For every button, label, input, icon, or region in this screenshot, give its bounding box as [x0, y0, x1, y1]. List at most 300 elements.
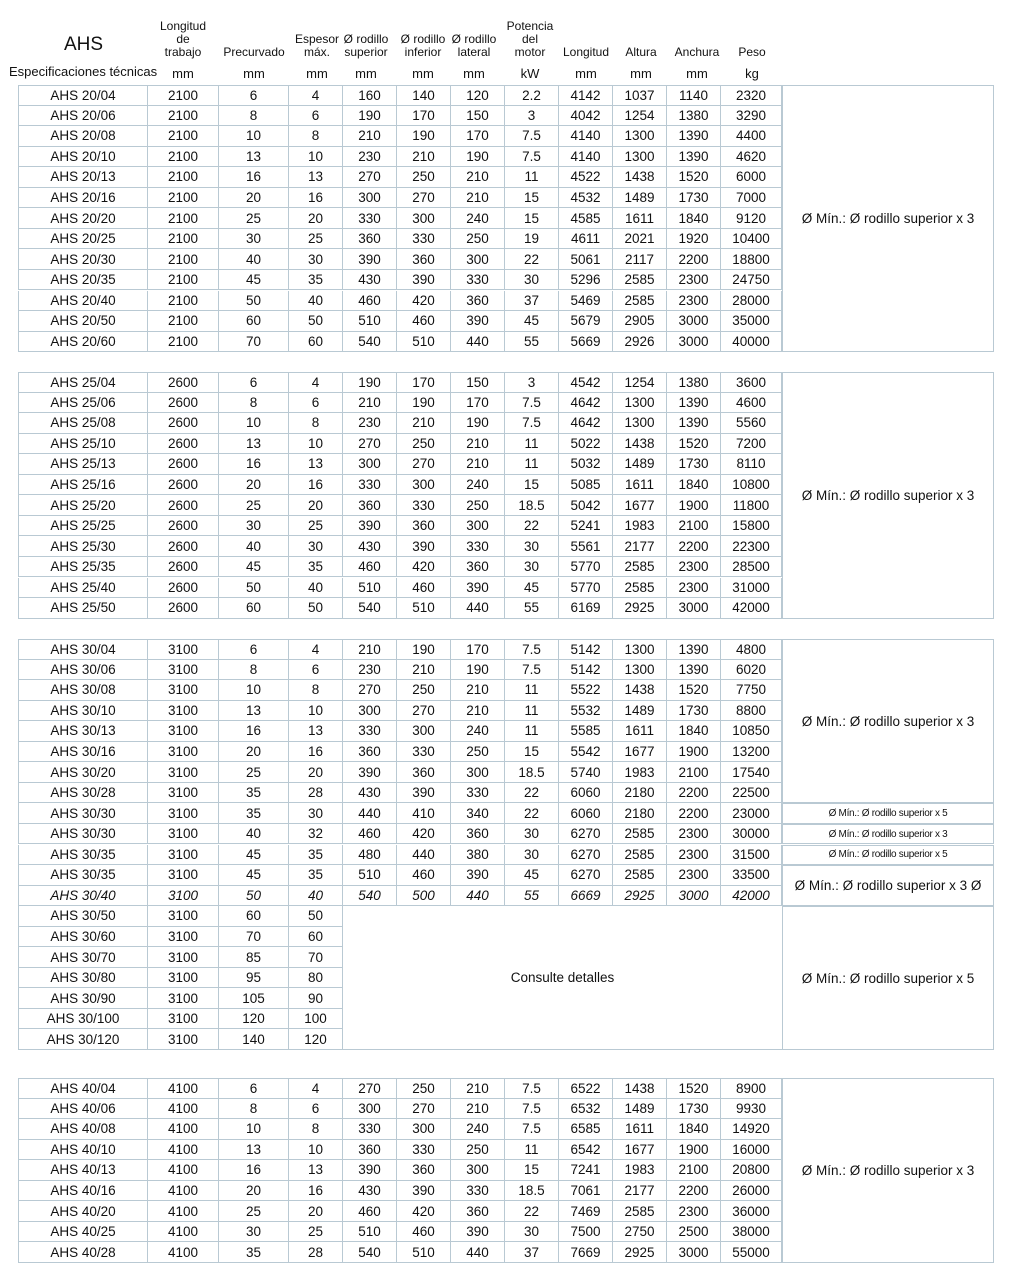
column-header-label: Longitud de trabajo — [159, 19, 207, 59]
value-cell: 25 — [289, 1222, 343, 1243]
value-cell: 5022 — [559, 434, 613, 455]
value-cell: 6060 — [559, 783, 613, 804]
value-cell: 540 — [343, 332, 397, 353]
value-cell: 210 — [343, 639, 397, 660]
value-cell: 1677 — [613, 495, 667, 516]
value-cell: 300 — [397, 475, 451, 496]
value-cell: 2585 — [613, 1201, 667, 1222]
value-cell: 13 — [219, 147, 289, 168]
value-cell: 45 — [219, 865, 289, 886]
value-cell: 2100 — [148, 291, 219, 312]
value-cell: 3100 — [148, 721, 219, 742]
value-cell: 2585 — [613, 824, 667, 845]
value-cell: 5585 — [559, 721, 613, 742]
value-cell: 460 — [343, 1201, 397, 1222]
value-cell: 440 — [343, 803, 397, 824]
value-cell: 2585 — [613, 865, 667, 886]
value-cell: 460 — [397, 865, 451, 886]
value-cell: 2905 — [613, 311, 667, 332]
min-diameter-note: Ø Mín.: Ø rodillo superior x 3 — [782, 372, 994, 619]
model-cell: AHS 30/40 — [18, 886, 148, 907]
value-cell: 16 — [219, 454, 289, 475]
value-cell: 160 — [343, 85, 397, 106]
value-cell: 300 — [397, 721, 451, 742]
value-cell: 5679 — [559, 311, 613, 332]
value-cell: 2600 — [148, 393, 219, 414]
value-cell: 2300 — [667, 270, 721, 291]
value-cell: 6 — [289, 1099, 343, 1120]
value-cell: 1300 — [613, 393, 667, 414]
value-cell: 3100 — [148, 824, 219, 845]
value-cell: 150 — [451, 372, 505, 393]
table-row — [18, 1140, 782, 1161]
value-cell: 2600 — [148, 495, 219, 516]
value-cell: 360 — [451, 557, 505, 578]
value-cell: 10 — [289, 147, 343, 168]
value-cell: 7750 — [721, 680, 782, 701]
value-cell: 2100 — [148, 311, 219, 332]
value-cell: 3100 — [148, 886, 219, 907]
value-cell: 430 — [343, 783, 397, 804]
column-unit-label: kW — [520, 66, 540, 81]
value-cell: 140 — [219, 1029, 289, 1050]
value-cell: 330 — [343, 475, 397, 496]
value-cell: 2300 — [667, 865, 721, 886]
model-cell: AHS 40/10 — [18, 1140, 148, 1161]
value-cell: 36000 — [721, 1201, 782, 1222]
value-cell: 18.5 — [505, 495, 559, 516]
value-cell: 10 — [219, 1119, 289, 1140]
value-cell: 30 — [289, 249, 343, 270]
column-unit-label: mm — [355, 66, 377, 81]
value-cell: 50 — [219, 578, 289, 599]
value-cell: 20 — [219, 742, 289, 763]
model-cell: AHS 25/16 — [18, 475, 148, 496]
model-cell: AHS 40/20 — [18, 1201, 148, 1222]
value-cell: 55000 — [721, 1242, 782, 1263]
value-cell: 25 — [219, 495, 289, 516]
value-cell: 210 — [451, 1099, 505, 1120]
value-cell: 5770 — [559, 578, 613, 599]
value-cell: 300 — [343, 1099, 397, 1120]
value-cell: 8 — [219, 1099, 289, 1120]
value-cell: 2180 — [613, 783, 667, 804]
value-cell: 270 — [397, 1099, 451, 1120]
value-cell: 360 — [397, 1160, 451, 1181]
value-cell: 16 — [219, 167, 289, 188]
value-cell: 11 — [505, 454, 559, 475]
value-cell: 60 — [219, 906, 289, 927]
value-cell: 3000 — [667, 886, 721, 907]
value-cell: 90 — [289, 988, 343, 1009]
value-cell: 1300 — [613, 639, 667, 660]
value-cell: 1840 — [667, 475, 721, 496]
value-cell: 390 — [343, 249, 397, 270]
value-cell: 1300 — [613, 660, 667, 681]
value-cell: 38000 — [721, 1222, 782, 1243]
value-cell: 2585 — [613, 845, 667, 866]
page-title: AHS — [64, 34, 104, 55]
value-cell: 4142 — [559, 85, 613, 106]
value-cell: 390 — [397, 270, 451, 291]
value-cell: 330 — [343, 721, 397, 742]
value-cell: 2100 — [148, 167, 219, 188]
value-cell: 1390 — [667, 660, 721, 681]
value-cell: 5042 — [559, 495, 613, 516]
value-cell: 3100 — [148, 845, 219, 866]
value-cell: 440 — [451, 598, 505, 619]
value-cell: 300 — [397, 208, 451, 229]
value-cell: 240 — [451, 208, 505, 229]
model-cell: AHS 25/35 — [18, 557, 148, 578]
value-cell: 11800 — [721, 495, 782, 516]
value-cell: 2585 — [613, 270, 667, 291]
value-cell: 1390 — [667, 393, 721, 414]
value-cell: 5532 — [559, 701, 613, 722]
value-cell: 5085 — [559, 475, 613, 496]
value-cell: 390 — [343, 1160, 397, 1181]
value-cell: 1300 — [613, 126, 667, 147]
value-cell: 13 — [219, 701, 289, 722]
value-cell: 430 — [343, 536, 397, 557]
value-cell: 40 — [219, 536, 289, 557]
value-cell: 20 — [289, 1201, 343, 1222]
value-cell: 42000 — [721, 598, 782, 619]
value-cell: 4100 — [148, 1181, 219, 1202]
value-cell: 2600 — [148, 516, 219, 537]
value-cell: 1983 — [613, 516, 667, 537]
value-cell: 140 — [397, 85, 451, 106]
value-cell: 2585 — [613, 557, 667, 578]
value-cell: 250 — [451, 742, 505, 763]
value-cell: 1611 — [613, 1119, 667, 1140]
model-cell: AHS 20/16 — [18, 188, 148, 209]
value-cell: 4140 — [559, 126, 613, 147]
value-cell: 30 — [505, 270, 559, 291]
table-row — [18, 598, 782, 619]
value-cell: 250 — [397, 680, 451, 701]
value-cell: 300 — [343, 188, 397, 209]
value-cell: 15 — [505, 1160, 559, 1181]
value-cell: 11 — [505, 680, 559, 701]
value-cell: 1300 — [613, 147, 667, 168]
value-cell: 5560 — [721, 413, 782, 434]
min-diameter-note: Ø Mín.: Ø rodillo superior x 3 — [782, 1078, 994, 1263]
min-diameter-note: Ø Mín.: Ø rodillo superior x 5 — [782, 803, 994, 824]
value-cell: 3100 — [148, 680, 219, 701]
value-cell: 13 — [219, 1140, 289, 1161]
value-cell: 37 — [505, 291, 559, 312]
value-cell: 2300 — [667, 824, 721, 845]
table-row — [18, 783, 782, 804]
value-cell: 410 — [397, 803, 451, 824]
value-cell: 2100 — [148, 332, 219, 353]
value-cell: 1390 — [667, 639, 721, 660]
model-cell: AHS 40/16 — [18, 1181, 148, 1202]
value-cell: 10 — [289, 434, 343, 455]
table-row — [18, 208, 782, 229]
model-cell: AHS 30/04 — [18, 639, 148, 660]
value-cell: 2600 — [148, 454, 219, 475]
value-cell: 360 — [397, 516, 451, 537]
value-cell: 5522 — [559, 680, 613, 701]
value-cell: 330 — [397, 229, 451, 250]
value-cell: 33500 — [721, 865, 782, 886]
value-cell: 55 — [505, 332, 559, 353]
value-cell: 22 — [505, 803, 559, 824]
value-cell: 4140 — [559, 147, 613, 168]
value-cell: 1900 — [667, 1140, 721, 1161]
value-cell: 70 — [219, 927, 289, 948]
value-cell: 50 — [219, 886, 289, 907]
value-cell: 480 — [343, 845, 397, 866]
value-cell: 360 — [343, 1140, 397, 1161]
value-cell: 250 — [397, 167, 451, 188]
value-cell: 2320 — [721, 85, 782, 106]
value-cell: 22300 — [721, 536, 782, 557]
value-cell: 50 — [289, 598, 343, 619]
value-cell: 120 — [219, 1009, 289, 1030]
value-cell: 1520 — [667, 1078, 721, 1099]
table-row — [18, 1201, 782, 1222]
value-cell: 14920 — [721, 1119, 782, 1140]
value-cell: 25 — [289, 516, 343, 537]
value-cell: 45 — [505, 311, 559, 332]
value-cell: 20 — [219, 1181, 289, 1202]
value-cell: 300 — [343, 701, 397, 722]
value-cell: 5061 — [559, 249, 613, 270]
value-cell: 40 — [289, 291, 343, 312]
table-row — [18, 106, 782, 127]
value-cell: 210 — [451, 454, 505, 475]
value-cell: 390 — [397, 536, 451, 557]
model-cell: AHS 25/40 — [18, 578, 148, 599]
column-unit-label: mm — [412, 66, 434, 81]
value-cell: 9930 — [721, 1099, 782, 1120]
value-cell: 5142 — [559, 639, 613, 660]
value-cell: 25 — [219, 208, 289, 229]
value-cell: 6270 — [559, 865, 613, 886]
value-cell: 25 — [219, 1201, 289, 1222]
value-cell: 510 — [343, 865, 397, 886]
model-group — [18, 372, 994, 619]
value-cell: 4 — [289, 639, 343, 660]
value-cell: 15 — [505, 742, 559, 763]
value-cell: 8 — [289, 413, 343, 434]
column-unit-label: mm — [686, 66, 708, 81]
value-cell: 3000 — [667, 598, 721, 619]
value-cell: 360 — [451, 1201, 505, 1222]
table-row — [18, 578, 782, 599]
value-cell: 270 — [343, 1078, 397, 1099]
value-cell: 18.5 — [505, 762, 559, 783]
value-cell: 3100 — [148, 927, 219, 948]
value-cell: 31500 — [721, 845, 782, 866]
value-cell: 360 — [397, 249, 451, 270]
value-cell: 440 — [451, 886, 505, 907]
value-cell: 15 — [505, 475, 559, 496]
value-cell: 1730 — [667, 454, 721, 475]
value-cell: 3100 — [148, 1009, 219, 1030]
value-cell: 7.5 — [505, 1119, 559, 1140]
value-cell: 30 — [505, 536, 559, 557]
value-cell: 7.5 — [505, 393, 559, 414]
value-cell: 7500 — [559, 1222, 613, 1243]
table-row — [18, 372, 782, 393]
value-cell: 5561 — [559, 536, 613, 557]
model-cell: AHS 40/25 — [18, 1222, 148, 1243]
model-cell: AHS 25/20 — [18, 495, 148, 516]
value-cell: 1730 — [667, 188, 721, 209]
value-cell: 240 — [451, 475, 505, 496]
table-row — [18, 167, 782, 188]
value-cell: 3100 — [148, 968, 219, 989]
value-cell: 35 — [219, 783, 289, 804]
value-cell: 3000 — [667, 1242, 721, 1263]
value-cell: 210 — [397, 147, 451, 168]
value-cell: 2100 — [148, 249, 219, 270]
model-cell: AHS 20/20 — [18, 208, 148, 229]
value-cell: 95 — [219, 968, 289, 989]
column-header-label: Precurvado — [223, 45, 285, 59]
model-cell: AHS 20/08 — [18, 126, 148, 147]
value-cell: 15 — [505, 208, 559, 229]
value-cell: 50 — [289, 906, 343, 927]
value-cell: 5296 — [559, 270, 613, 291]
value-cell: 1390 — [667, 147, 721, 168]
value-cell: 210 — [451, 701, 505, 722]
model-cell: AHS 30/20 — [18, 762, 148, 783]
value-cell: 1677 — [613, 1140, 667, 1161]
model-cell: AHS 25/04 — [18, 372, 148, 393]
value-cell: 30 — [505, 557, 559, 578]
value-cell: 190 — [397, 126, 451, 147]
value-cell: 7.5 — [505, 126, 559, 147]
value-cell: 2100 — [148, 147, 219, 168]
model-cell: AHS 40/13 — [18, 1160, 148, 1181]
min-diameter-note: Ø Mín.: Ø rodillo superior x 3 — [782, 824, 994, 845]
value-cell: 1390 — [667, 413, 721, 434]
value-cell: 360 — [397, 762, 451, 783]
value-cell: 8 — [289, 680, 343, 701]
value-cell: 5740 — [559, 762, 613, 783]
value-cell: 2600 — [148, 578, 219, 599]
value-cell: 1489 — [613, 454, 667, 475]
value-cell: 1983 — [613, 1160, 667, 1181]
value-cell: 430 — [343, 270, 397, 291]
value-cell: 10 — [289, 701, 343, 722]
model-cell: AHS 30/06 — [18, 660, 148, 681]
table-row — [18, 845, 782, 866]
value-cell: 55 — [505, 598, 559, 619]
value-cell: 270 — [343, 680, 397, 701]
value-cell: 35 — [289, 865, 343, 886]
table-row — [18, 1119, 782, 1140]
value-cell: 1489 — [613, 188, 667, 209]
value-cell: 11 — [505, 721, 559, 742]
value-cell: 510 — [397, 332, 451, 353]
value-cell: 390 — [451, 1222, 505, 1243]
table-row — [18, 249, 782, 270]
value-cell: 3000 — [667, 311, 721, 332]
value-cell: 270 — [397, 701, 451, 722]
value-cell: 2300 — [667, 1201, 721, 1222]
value-cell: 360 — [451, 291, 505, 312]
value-cell: 420 — [397, 824, 451, 845]
value-cell: 210 — [343, 126, 397, 147]
table-row — [18, 680, 782, 701]
value-cell: 500 — [397, 886, 451, 907]
value-cell: 2600 — [148, 536, 219, 557]
value-cell: 3 — [505, 106, 559, 127]
value-cell: 45 — [505, 578, 559, 599]
page-subtitle: Especificaciones técnicas — [9, 64, 158, 79]
model-cell: AHS 30/13 — [18, 721, 148, 742]
model-cell: AHS 30/50 — [18, 906, 148, 927]
value-cell: 35 — [219, 1242, 289, 1263]
value-cell: 15800 — [721, 516, 782, 537]
value-cell: 1254 — [613, 372, 667, 393]
model-group — [18, 1078, 994, 1263]
value-cell: 6542 — [559, 1140, 613, 1161]
value-cell: 1677 — [613, 742, 667, 763]
value-cell: 30 — [505, 845, 559, 866]
value-cell: 5241 — [559, 516, 613, 537]
value-cell: 4532 — [559, 188, 613, 209]
value-cell: 2100 — [148, 229, 219, 250]
value-cell: 8 — [219, 106, 289, 127]
value-cell: 330 — [343, 1119, 397, 1140]
value-cell: 6270 — [559, 824, 613, 845]
value-cell: 1520 — [667, 680, 721, 701]
value-cell: 440 — [451, 1242, 505, 1263]
column-header-label: Ø rodillo superior — [343, 32, 389, 59]
model-cell: AHS 25/06 — [18, 393, 148, 414]
value-cell: 10 — [219, 413, 289, 434]
value-cell: 22 — [505, 516, 559, 537]
value-cell: 210 — [397, 413, 451, 434]
value-cell: 45 — [219, 845, 289, 866]
column-header-label: Peso — [738, 45, 766, 59]
value-cell: 190 — [397, 393, 451, 414]
value-cell: 190 — [451, 660, 505, 681]
value-cell: 20 — [289, 208, 343, 229]
value-cell: 390 — [397, 1181, 451, 1202]
value-cell: 35 — [289, 557, 343, 578]
value-cell: 2100 — [148, 126, 219, 147]
value-cell: 3100 — [148, 803, 219, 824]
value-cell: 25 — [289, 229, 343, 250]
value-cell: 24750 — [721, 270, 782, 291]
value-cell: 510 — [343, 578, 397, 599]
value-cell: 210 — [451, 434, 505, 455]
value-cell: 170 — [451, 393, 505, 414]
model-cell: AHS 40/28 — [18, 1242, 148, 1263]
value-cell: 6 — [219, 372, 289, 393]
model-cell: AHS 30/120 — [18, 1029, 148, 1050]
model-cell: AHS 25/08 — [18, 413, 148, 434]
value-cell: 7000 — [721, 188, 782, 209]
value-cell: 4400 — [721, 126, 782, 147]
table-row — [18, 742, 782, 763]
value-cell: 460 — [343, 824, 397, 845]
value-cell: 380 — [451, 845, 505, 866]
table-row — [18, 660, 782, 681]
table-row — [18, 413, 782, 434]
value-cell: 2300 — [667, 845, 721, 866]
value-cell: 7061 — [559, 1181, 613, 1202]
value-cell: 7241 — [559, 1160, 613, 1181]
